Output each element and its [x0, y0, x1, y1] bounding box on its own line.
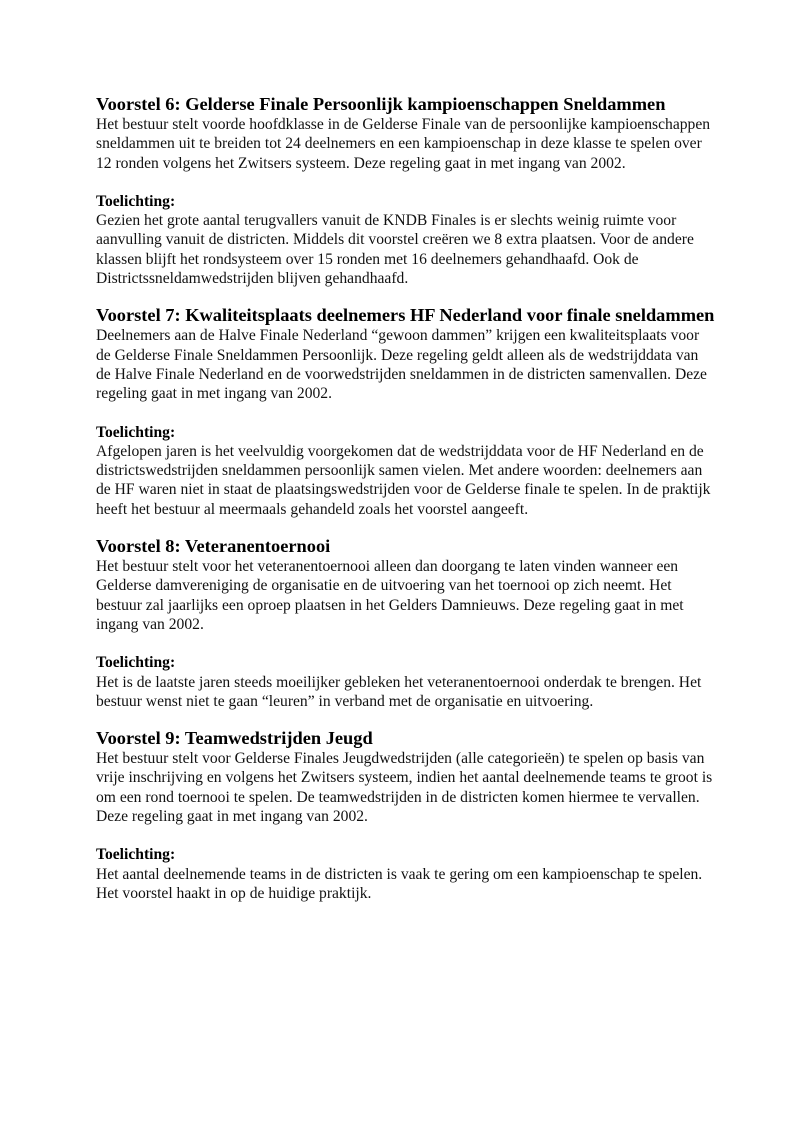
proposal-9-body: Het bestuur stelt voor Gelderse Finales Jeugdwedstrijden (alle categorieën) te spelen op basis van vrije inschrijving en volgens het Zwitsers systeem, indien het aantal deelnemende teams te groot is om een rond toernooi te spelen. De teamwedstrijden in de districten komen hiermee te vervallen. Deze regeling gaat in met ingang van 2002.	[96, 750, 713, 826]
proposal-9-title: Voorstel 9: Teamwedstrijden Jeugd	[96, 728, 373, 749]
proposal-6-note: Gezien het grote aantal terugvallers vanuit de KNDB Finales is er slechts weinig ruimte voor aanvulling vanuit de districten. Middels dit voorstel creëren we 8 extra plaatsen. Voor de andere klassen blijft het rondsysteem over 15 ronden met 16 deelnemers gehandhaafd. Ook de Districtssneldamwedstrijden blijven gehandhaafd.	[96, 212, 694, 288]
proposal-6-note-heading: Toelichting:	[96, 192, 176, 210]
proposal-6	[96, 94, 716, 288]
proposal-9-note-heading: Toelichting:	[96, 846, 176, 864]
proposal-8	[96, 536, 716, 711]
proposal-8-note-heading: Toelichting:	[96, 654, 176, 672]
proposal-8-title: Voorstel 8: Veteranentoernooi	[96, 536, 331, 557]
proposal-8-body: Het bestuur stelt voor het veteranentoernooi alleen dan doorgang te laten vinden wanneer een Gelderse damvereniging de organisatie en de uitvoering van het toernooi op zich neemt. Het bestuur zal jaarlijks een oproep plaatsen in het Gelders Damnieuws. Deze regeling gaat in met ingang van 2002.	[96, 558, 684, 633]
proposal-9-note: Het aantal deelnemende teams in de districten is vaak te gering om een kampioenschap te spelen. Het voorstel haakt in op de huidige praktijk.	[96, 865, 703, 902]
proposal-7-note-heading: Toelichting:	[96, 423, 176, 441]
proposal-7	[96, 305, 716, 519]
proposal-7-title: Voorstel 7: Kwaliteitsplaats deelnemers HF Nederland voor finale sneldammen	[96, 305, 715, 326]
proposal-8-note: Het is de laatste jaren steeds moeilijker gebleken het veteranentoernooi onderdak te brengen. Het bestuur wenst niet te gaan “leuren” in verband met de organisatie en uitvoering.	[96, 673, 702, 710]
proposal-9	[96, 728, 716, 903]
proposal-6-body: Het bestuur stelt voorde hoofdklasse in de Gelderse Finale van de persoonlijke kampioenschappen sneldammen uit te breiden tot 24 deelnemers en een kampioenschap in deze klasse te spelen over 12 ronden volgens het Zwitsers systeem. Deze regeling gaat in met ingang van 2002.	[96, 116, 711, 172]
proposal-6-title: Voorstel 6: Gelderse Finale Persoonlijk kampioenschappen Sneldammen	[96, 94, 666, 114]
proposal-7-note: Afgelopen jaren is het veelvuldig voorgekomen dat de wedstrijddata voor de HF Nederland en de districtswedstrijden sneldammen persoonlijk samen vielen. Met andere woorden: deelnemers aan de HF waren niet in staat de plaatsingswedstrijden voor de Gelderse finale te spelen. In de praktijk heeft het bestuur al meermaals gehandeld zoals het voorstel aangeeft.	[96, 442, 711, 518]
proposal-7-body: Deelnemers aan de Halve Finale Nederland “gewoon dammen” krijgen een kwaliteitsplaats voor de Gelderse Finale Sneldammen Persoonlijk. Deze regeling geldt alleen als de wedstrijddata van de Halve Finale Nederland en de voorwedstrijden sneldammen in de districten samenvallen. Deze regeling gaat in met ingang van 2002.	[96, 327, 707, 403]
document-page	[96, 94, 716, 920]
